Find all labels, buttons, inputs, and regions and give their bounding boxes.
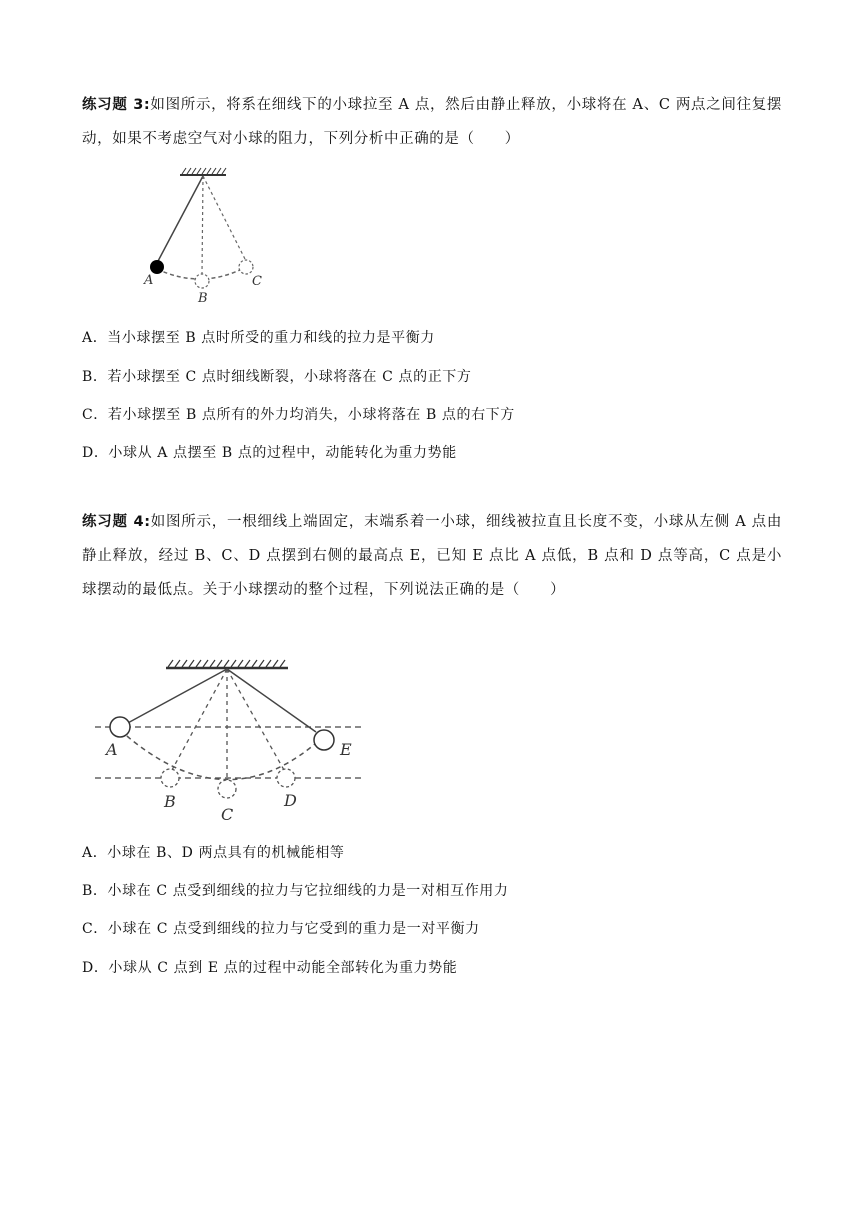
question-3-option-d: D．小球从 A 点摆至 B 点的过程中，动能转化为重力势能 — [82, 445, 457, 461]
label-d: D — [284, 791, 297, 810]
question-4-label: 练习题 4: — [82, 514, 151, 530]
ball-e — [314, 730, 334, 750]
ball-a — [150, 260, 164, 274]
question-4-pendulum-figure — [90, 656, 370, 824]
question-3-stem — [82, 88, 782, 156]
ball-d — [277, 769, 295, 787]
string-to-e — [227, 669, 316, 732]
label-e: E — [340, 740, 352, 759]
question-4-text: 如图所示，一根细线上端固定，末端系着一小球，细线被拉直且长度不变，小球从左侧 A 点由静止释放，经过 B、C、D 点摆到右侧的最高点 E，已知 E 点比 A 点低，B 点和 D 点等高，C 点是小球摆动的最低点。关于小球摆动的整个过程，下列说法正确的是（ ） — [82, 514, 782, 598]
label-b: B — [198, 291, 208, 306]
string-to-c — [203, 176, 246, 261]
label-a: A — [106, 740, 118, 759]
string-to-b — [202, 176, 203, 274]
label-b: B — [164, 792, 176, 811]
ball-b — [195, 274, 209, 288]
question-4-option-b: B．小球在 C 点受到细线的拉力与它拉细线的力是一对相互作用力 — [82, 883, 509, 899]
label-a: A — [144, 273, 154, 288]
question-4-option-a: A．小球在 B、D 两点具有的机械能相等 — [82, 845, 345, 861]
question-3-option-c: C．若小球摆至 B 点所有的外力均消失，小球将落在 B 点的右下方 — [82, 407, 515, 423]
ceiling-hatch — [182, 168, 226, 174]
pendulum-diagram-2 — [90, 656, 370, 824]
question-4-option-c: C．小球在 C 点受到细线的拉力与它受到的重力是一对平衡力 — [82, 921, 480, 937]
question-3-pendulum-figure — [138, 166, 278, 306]
question-3-text: 如图所示，将系在细线下的小球拉至 A 点，然后由静止释放，小球将在 A、C 两点之间往复摆动，如果不考虑空气对小球的阻力，下列分析中正确的是（ ） — [82, 97, 782, 147]
label-c: C — [252, 274, 262, 289]
string-to-a — [157, 176, 203, 263]
question-3-label: 练习题 3: — [82, 97, 151, 113]
question-3-option-b: B．若小球摆至 C 点时细线断裂，小球将落在 C 点的正下方 — [82, 369, 472, 385]
ball-c — [218, 780, 236, 798]
question-4-option-d: D．小球从 C 点到 E 点的过程中动能全部转化为重力势能 — [82, 960, 458, 976]
question-4-stem — [82, 505, 782, 607]
ceiling-hatch — [168, 660, 285, 667]
label-c: C — [221, 805, 234, 824]
ball-b — [161, 769, 179, 787]
string-to-a — [126, 669, 227, 724]
ball-a — [110, 717, 130, 737]
ball-c — [239, 260, 253, 274]
question-3-option-a: A．当小球摆至 B 点时所受的重力和线的拉力是平衡力 — [82, 330, 435, 346]
string-to-d — [227, 669, 284, 770]
pendulum-diagram-1 — [138, 166, 278, 306]
